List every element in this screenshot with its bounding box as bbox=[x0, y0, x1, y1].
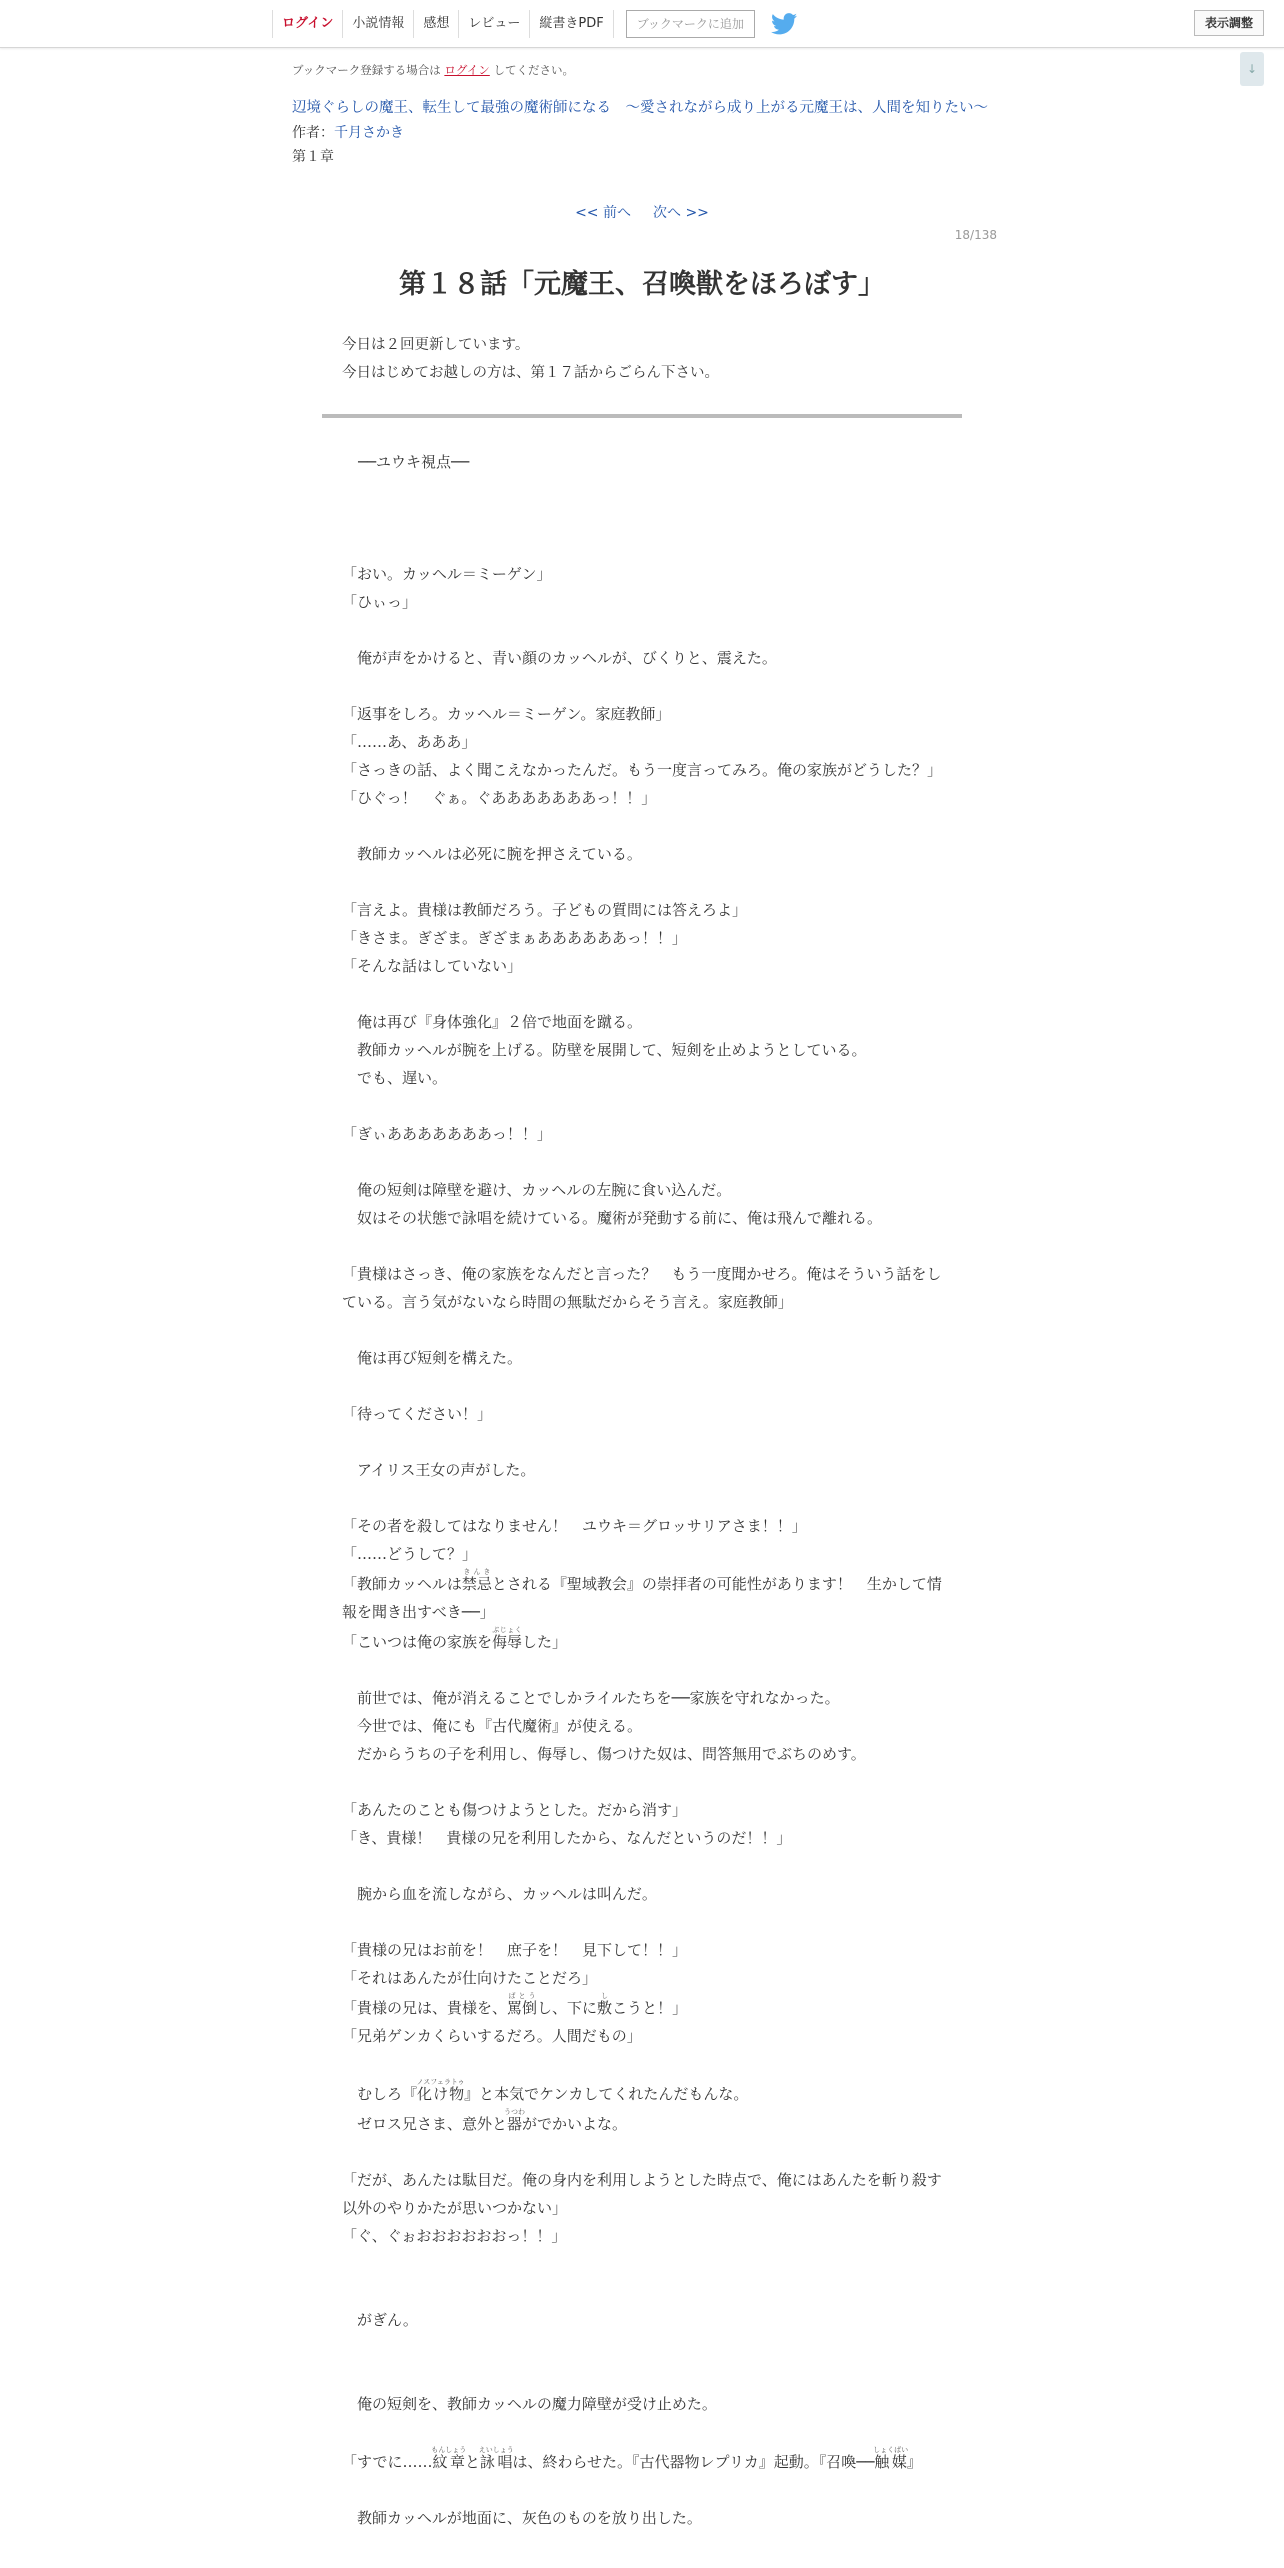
body-line: 「教師カッヘルは禁忌きんきとされる『聖域教会』の崇拝者の可能性があります！ 生かして情報を聞き出すべき──」 bbox=[342, 1568, 942, 1621]
nav-vertical-pdf-link[interactable]: 縦書きPDF bbox=[529, 10, 613, 38]
body-line: 「きさま。ぎざま。ぎざまぁああああああっ！！」 bbox=[342, 929, 687, 947]
prev-episode-link[interactable]: << 前へ bbox=[575, 205, 631, 221]
body-line: むしろ『化け物ノスフェラトゥ』と本気でケンカしてくれたんだもんな。 bbox=[342, 2078, 749, 2103]
body-line: 教師カッヘルは必死に腕を押さえている。 bbox=[342, 845, 642, 863]
episode-count: 18/138 bbox=[954, 228, 997, 242]
body-line: ──ユウキ視点── bbox=[358, 453, 470, 471]
display-settings-button[interactable]: 表示調整 bbox=[1194, 10, 1264, 36]
nav-login-link[interactable]: ログイン bbox=[272, 10, 342, 38]
nav-impressions-link[interactable]: 感想 bbox=[413, 10, 458, 38]
body-line: 「返事をしろ。カッヘル＝ミーゲン。家庭教師」 bbox=[342, 705, 671, 723]
body-line: 前世では、俺が消えることでしかライルたちを──家族を守れなかった。 bbox=[342, 1689, 840, 1707]
add-bookmark-button[interactable]: ブックマークに追加 bbox=[626, 10, 755, 38]
body-line: 「貴様の兄はお前を！ 庶子を！ 見下して！！」 bbox=[342, 1941, 688, 1959]
notice-login-link[interactable]: ログイン bbox=[444, 63, 490, 77]
foreword-divider bbox=[322, 414, 962, 418]
body-line: 教師カッヘルが地面に、灰色のものを放り出した。 bbox=[342, 2509, 702, 2527]
global-nav bbox=[272, 8, 797, 40]
episode-title: 第１８話「元魔王、召喚獣をほろぼす」 bbox=[399, 269, 885, 300]
body-line: 俺の短剣は障壁を避け、カッヘルの左腕に食い込んだ。 bbox=[342, 1181, 732, 1199]
body-line: 俺は再び『身体強化』２倍で地面を蹴る。 bbox=[342, 1013, 643, 1031]
author-name-link[interactable]: 千月さかき bbox=[334, 125, 404, 141]
foreword-line: 今日はじめてお越しの方は、第１７話からごらん下さい。 bbox=[342, 365, 719, 381]
body-line: 教師カッヘルが腕を上げる。防壁を展開して、短剣を止めようとしている。 bbox=[342, 1041, 867, 1059]
foreword bbox=[342, 331, 942, 387]
nav-novel-info-link[interactable]: 小説情報 bbox=[342, 10, 413, 38]
body-line: 「ぐ、ぐぉおおおおおおっ！！」 bbox=[342, 2227, 567, 2245]
body-line: 「こいつは俺の家族を侮辱ぶじょくした」 bbox=[342, 1626, 568, 1651]
body-line: 「待ってください！」 bbox=[342, 1405, 493, 1423]
episode-pager bbox=[0, 202, 1284, 222]
body-line: でも、遅い。 bbox=[342, 1069, 448, 1087]
foreword-line: 今日は２回更新しています。 bbox=[342, 337, 530, 353]
body-line: 「ひぐっ！ ぐぁ。ぐあああああああっ！！」 bbox=[342, 789, 657, 807]
body-line: 「さっきの話、よく聞こえなかったんだ。もう一度言ってみろ。俺の家族がどうした？」 bbox=[342, 761, 943, 779]
body-line: 俺は再び短剣を構えた。 bbox=[342, 1349, 523, 1367]
chapter-title: 第１章 bbox=[292, 149, 334, 165]
body-line: 「ひぃっ」 bbox=[342, 593, 418, 611]
body-line: 「……どうして？」 bbox=[342, 1545, 478, 1563]
body-line: だからうちの子を利用し、侮辱し、傷つけた奴は、問答無用でぶちのめす。 bbox=[342, 1745, 866, 1763]
nav-review-link[interactable]: レビュー bbox=[458, 10, 529, 38]
body-line: 「貴様はさっき、俺の家族をなんだと言った？ もう一度聞かせろ。俺はそういう話をしている。言う気がないなら時間の無駄だからそう言え。家庭教師」 bbox=[342, 1265, 942, 1311]
author-line bbox=[292, 122, 404, 142]
body-line: 「すでに……紋章もんしょうと詠唱えいしょうは、終わらせた。『古代器物レプリカ』起動。『召喚──触媒しょくばい』 bbox=[342, 2446, 922, 2471]
body-line: 「兄弟ゲンカくらいするだろ。人間だもの」 bbox=[342, 2027, 642, 2045]
body-line: がぎん。 bbox=[342, 2311, 418, 2329]
body-line: 奴はその状態で詠唱を続けている。魔術が発動する前に、俺は飛んで離れる。 bbox=[342, 1209, 883, 1227]
body-line: 「言えよ。貴様は教師だろう。子どもの質問には答えろよ」 bbox=[342, 901, 748, 919]
body-line: 「それはあんたが仕向けたことだろ」 bbox=[342, 1969, 598, 1987]
bookmark-login-notice bbox=[292, 62, 574, 78]
twitter-icon[interactable] bbox=[771, 13, 797, 35]
body-line: アイリス王女の声がした。 bbox=[342, 1461, 536, 1479]
body-line: 「そんな話はしていない」 bbox=[342, 957, 523, 975]
episode-body bbox=[342, 448, 942, 2532]
body-line: 俺の短剣を、教師カッヘルの魔力障壁が受け止めた。 bbox=[342, 2395, 717, 2413]
scroll-down-button[interactable]: ↓ bbox=[1240, 52, 1264, 86]
body-line: 腕から血を流しながら、カッヘルは叫んだ。 bbox=[342, 1885, 657, 1903]
author-label: 作者： bbox=[292, 125, 334, 141]
notice-prefix: ブックマーク登録する場合は bbox=[292, 63, 441, 77]
body-line: ゼロス兄さま、意外と器うつわがでかいよな。 bbox=[342, 2108, 628, 2133]
body-line: 「き、貴様！ 貴様の兄を利用したから、なんだというのだ！！」 bbox=[342, 1829, 792, 1847]
body-line: 「貴様の兄は、貴様を、罵倒ばとうし、下に敷しこうと！」 bbox=[342, 1992, 688, 2017]
body-line: 「ぎぃあああああああっ！！」 bbox=[342, 1125, 552, 1143]
body-line: 「その者を殺してはなりません！ ユウキ＝グロッサリアさま！！」 bbox=[342, 1517, 807, 1535]
body-line: 「おい。カッヘル＝ミーゲン」 bbox=[342, 565, 552, 583]
series-title-link[interactable]: 辺境ぐらしの魔王、転生して最強の魔術師になる 〜愛されながら成り上がる元魔王は、人間を知りたい〜 bbox=[292, 100, 988, 116]
body-line: 「だが、あんたは駄目だ。俺の身内を利用しようとした時点で、俺にはあんたを斬り殺す以外のやりかたが思いつかない」 bbox=[342, 2171, 942, 2217]
next-episode-link[interactable]: 次へ >> bbox=[653, 205, 709, 221]
notice-suffix: してください。 bbox=[493, 63, 574, 77]
body-line: 俺が声をかけると、青い顔のカッヘルが、びくりと、震えた。 bbox=[342, 649, 777, 667]
body-line: 今世では、俺にも『古代魔術』が使える。 bbox=[342, 1717, 643, 1735]
body-line: 「あんたのことも傷つけようとした。だから消す」 bbox=[342, 1801, 688, 1819]
body-line: 「……あ、あああ」 bbox=[342, 733, 477, 751]
top-navigation-bar bbox=[0, 0, 1284, 48]
